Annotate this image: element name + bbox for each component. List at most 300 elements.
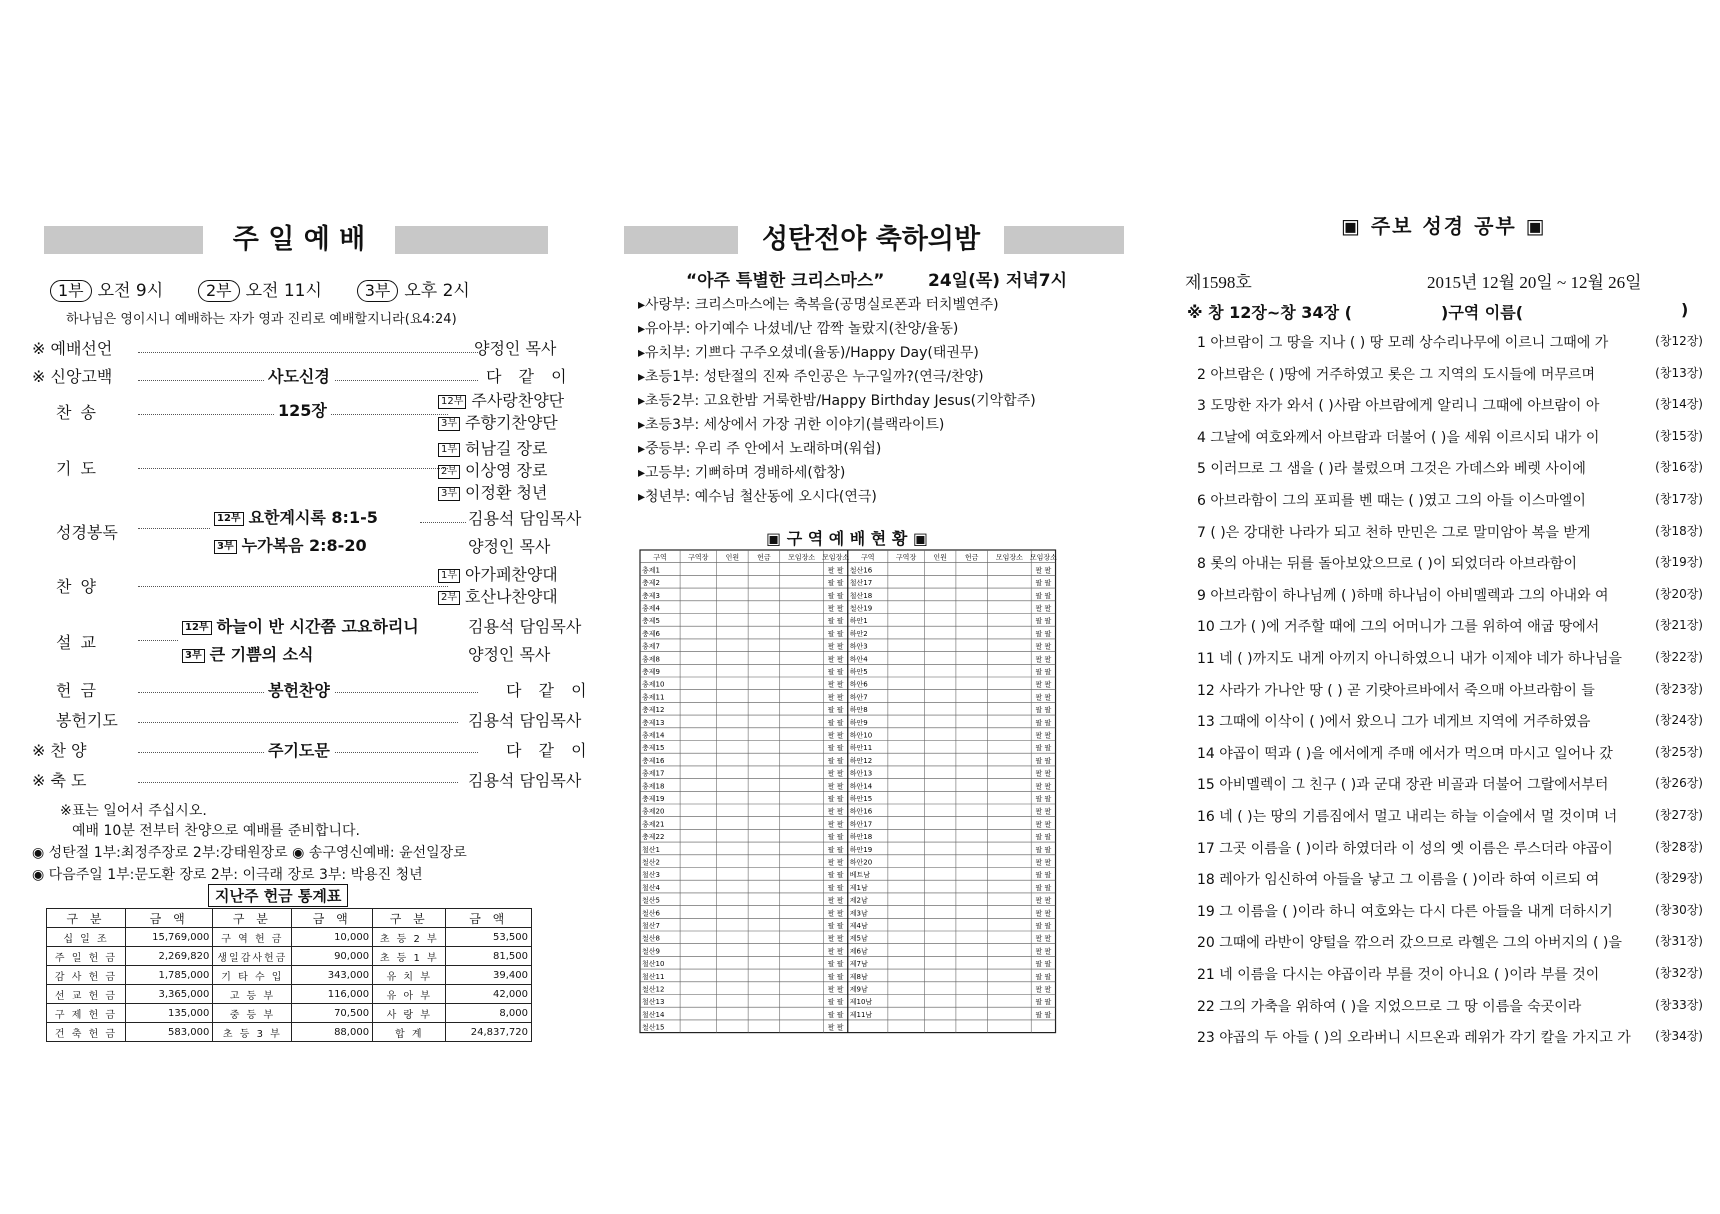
reading-1-text: 요한계시록 8:1-5 [248,508,378,527]
attendance-mark: 팔 팔 [827,718,844,727]
table-row [47,947,532,966]
question-text: 21 네 이름을 다시는 야곱이라 부를 것이 아니요 ( )이라 부를 것이 [1197,967,1600,983]
table-head-cell: 구 분 [47,909,126,928]
order-label-4: 기 도 [56,459,98,478]
header-cell: 모임장소 [788,553,816,562]
district-cell: 충제6 [642,629,660,638]
district-cell: 철산11 [642,972,665,981]
district-cell: 충제21 [642,820,665,829]
question-reference: (창13장) [1655,365,1703,380]
sermon-2-preacher: 양정인 목사 [468,645,551,664]
attendance-mark: 팔 팔 [1035,883,1052,892]
verse: 하나님은 영이시니 예배하는 자가 영과 진리로 예배할지니라(요4:24) [66,312,457,327]
table-cell: 구 제 헌 금 [47,1004,126,1023]
attendance-mark: 팔 팔 [1035,833,1052,842]
table-cell: 고 등 부 [213,985,292,1004]
service-3-time: 오후 2시 [404,281,470,301]
table-cell: 116,000 [292,985,373,1004]
leader-dots [138,468,448,469]
header-cell: 헌금 [757,553,771,562]
district-cell: 하안20 [849,858,873,867]
prayer-2 [438,458,547,481]
district-cell: 하안15 [849,795,873,803]
header-cell: 구역 [861,553,875,562]
table-cell: 90,000 [292,947,373,966]
choir-2 [438,584,558,607]
district-cell: 하안14 [849,782,873,791]
order-label-5: 성경봉독 [56,523,118,542]
district-cell: 충제16 [642,756,665,765]
question-reference: (창27장) [1655,808,1703,822]
table-cell: 선 교 헌 금 [47,985,126,1004]
attendance-mark: 팔 팔 [827,795,844,803]
attendance-mark: 팔 팔 [827,820,844,829]
district-cell: 하안19 [849,845,873,854]
sermon-2-text: 큰 기쁨의 소식 [209,645,314,664]
attendance-mark: 팔 팔 [1035,1010,1052,1019]
question-text: 15 아비멜렉이 그 친구 ( )과 군대 장관 비골과 더불어 그랄에서부터 [1197,777,1609,794]
prayer-3-text: 이정환 청년 [465,483,548,502]
district-cell: 하안2 [849,629,868,638]
leader-dots [138,722,458,723]
service-2-time: 오전 11시 [245,281,322,301]
question-reference: (창16장) [1655,460,1703,475]
attendance-mark: 팔 팔 [827,934,844,943]
part-tag: 3부 [214,540,237,554]
question-item [1197,427,1703,449]
table-row [47,966,532,985]
district-cell: 철산9 [642,947,660,956]
attendance-mark: 팔 팔 [827,731,844,740]
district-cell: 철산5 [642,896,660,905]
district-cell: 철산18 [849,591,873,600]
question-item [1197,806,1703,828]
attendance-mark: 팔 팔 [1035,896,1052,905]
district-cell: 제3남 [849,909,868,918]
program-9: ▸청년부: 예수님 철산동에 오시다(연극) [638,489,877,505]
prayer-1-text: 허남길 장로 [465,439,548,458]
question-item [1197,932,1703,954]
district-cell: 하안4 [849,655,868,664]
header-cell: 모임장소 [995,553,1023,562]
attendance-mark: 팔 팔 [827,629,844,638]
question-reference: (창25장) [1655,744,1703,759]
attendance-mark: 팔 팔 [1035,668,1052,676]
question-item [1197,743,1703,765]
service-times [50,276,470,302]
sermon-1-text: 하늘이 반 시간쯤 고요하리니 [216,617,419,636]
order-center-8: 봉헌찬양 [264,678,334,701]
program-2: ▸유아부: 아기예수 나셨네/난 깜짝 놀랐지(찬양/율동) [638,321,959,337]
district-cell: 철산17 [849,579,873,588]
table-cell: 15,769,000 [126,928,213,947]
question-reference: (창30장) [1655,902,1703,917]
attendance-mark: 팔 팔 [827,604,844,613]
table-cell: 343,000 [292,966,373,985]
attendance-mark: 팔 팔 [1035,579,1052,588]
table-cell: 1,785,000 [126,966,213,985]
table-cell: 사 랑 부 [373,1004,446,1023]
question-reference: (창12장) [1655,334,1703,348]
table-cell: 10,000 [292,928,373,947]
notice-next-week: ◉ 다음주일 1부:문도환 장로 2부: 이극래 장로 3부: 박용진 청년 [32,867,423,883]
order-label-2: ※ 신앙고백 [32,367,113,386]
attendance-mark: 팔 팔 [1035,591,1052,600]
district-cell: 충제11 [642,693,665,702]
attendance-mark: 팔 팔 [827,756,844,765]
part-tag: 1부 [438,443,460,457]
question-text: 12 사라가 가나안 땅 ( ) 곧 기럇아르바에서 죽으매 아브라함이 들 [1197,682,1595,699]
header-cell: 인원 [933,553,947,562]
question-item [1197,490,1703,512]
table-cell: 70,500 [292,1004,373,1023]
christmas-time: 24일(목) 저녁7시 [928,271,1068,291]
question-text: 23 야곱의 두 아들 ( )의 오라버니 시므온과 레위가 각기 칼을 가지고 가 [1197,1030,1631,1047]
question-item [1197,553,1703,575]
choir-2-text: 호산나찬양대 [465,587,558,606]
district-cell: 충제18 [642,782,665,791]
question-item [1197,711,1703,733]
district-cell: 충제20 [642,807,665,816]
attendance-mark: 팔 팔 [827,807,844,816]
attendance-mark: 팔 팔 [1035,756,1052,765]
table-row [47,985,532,1004]
question-reference: (창18장) [1655,523,1703,538]
district-cell: 충제13 [642,718,665,727]
table-cell: 2,269,820 [126,947,213,966]
question-item [1197,522,1703,544]
program-4: ▸초등1부: 성탄절의 진짜 주인공은 누구일까?(연극/찬양) [638,369,984,385]
choir-1-text: 아가페찬양대 [465,565,558,584]
question-text: 7 ( )은 강대한 나라가 되고 천하 만민은 그로 말미암아 복을 받게 [1197,524,1591,541]
order-label-7: 설 교 [56,633,98,652]
notice-christmas: ◉ 성탄절 1부:최정주장로 2부:강태원장로 ◉ 송구영신예배: 윤선일장로 [32,845,467,861]
attendance-mark: 팔 팔 [1035,972,1052,981]
program-8: ▸고등부: 기뻐하며 경배하세(합창) [638,465,846,481]
leader-dots [138,352,478,353]
attendance-mark: 팔 팔 [1035,871,1052,880]
sermon-2 [182,642,314,665]
district-cell: 충제1 [642,566,660,575]
close-paren: ) [1681,300,1689,319]
district-cell: 제5남 [849,934,868,943]
district-cell: 하안7 [849,693,868,702]
study-range: ※ 창 12장~창 34장 ( [1187,303,1352,322]
reading-2 [214,533,367,556]
question-reference: (창34장) [1655,1029,1703,1044]
attendance-mark: 팔 팔 [827,655,844,664]
question-item [1197,996,1703,1018]
attendance-mark: 팔 팔 [827,1023,844,1032]
question-text: 1 아브람이 그 땅을 지나 ( ) 땅 모레 상수리나무에 이르니 그때에 가 [1197,335,1609,351]
district-cell: 철산15 [642,1023,665,1032]
attendance-title: ▣ 구 역 예 배 현 황 ▣ [766,529,928,548]
program-3: ▸유치부: 기쁘다 구주오셨네(율동)/Happy Day(태권무) [638,345,979,361]
question-reference: (창21장) [1655,618,1703,633]
attendance-mark: 팔 팔 [827,845,844,854]
district-cell: 충제9 [642,668,660,676]
order-right-8: 다 같 이 [506,681,593,700]
attendance-mark: 팔 팔 [827,960,844,969]
choir-1 [438,562,558,585]
prayer-3 [438,480,547,503]
hymn-team-1 [438,388,564,411]
district-cell: 하안8 [849,706,868,715]
bible-study-title: ▣ 주보 성경 공부 ▣ [1341,214,1547,238]
leader-dots [138,640,178,641]
question-text: 22 그의 가축을 위하여 ( )을 지었으므로 그 땅 이름을 숙곳이라 [1197,998,1582,1015]
header-cell: 모임장소 [822,553,850,562]
table-cell: 42,000 [446,985,532,1004]
question-reference: (창15장) [1655,428,1703,443]
table-cell: 구 역 헌 금 [213,928,292,947]
reading-1-reader: 김용석 담임목사 [468,509,582,528]
question-item [1197,901,1703,923]
district-cell: 철산10 [642,960,665,969]
christmas-title: 성탄전야 축하의밤 [738,220,1004,260]
district-cell: 철산6 [642,909,660,918]
attendance-mark: 팔 팔 [827,693,844,702]
table-cell: 유 아 부 [373,985,446,1004]
worship-title: 주 일 예 배 [203,220,395,260]
district-cell: 하안5 [849,668,868,676]
part-tag: 2부 [438,591,460,605]
table-cell: 583,000 [126,1023,213,1042]
order-right-11: 김용석 담임목사 [468,771,582,790]
district-cell: 충제12 [642,706,665,715]
part-tag: 3부 [438,417,460,431]
part-tag: 2부 [438,465,460,479]
question-reference: (창32장) [1655,966,1703,980]
table-head-cell: 금 액 [292,909,373,928]
attendance-mark: 팔 팔 [1035,769,1052,778]
district-cell: 하안10 [849,731,873,740]
table-cell: 초 등 3 부 [213,1023,292,1042]
part-tag: 1부 [438,569,460,583]
district-cell: 충제17 [642,769,665,778]
attendance-mark: 팔 팔 [827,909,844,918]
district-cell: 충제5 [642,617,660,626]
question-item [1197,869,1703,891]
question-text: 5 이러므로 그 샘을 ( )라 불렀으며 그것은 가데스와 베렛 사이에 [1197,461,1586,478]
service-2-badge: 2부 [198,280,240,302]
attendance-mark: 팔 팔 [1035,922,1052,930]
district-cell: 철산7 [642,922,660,930]
attendance-mark: 팔 팔 [1035,706,1052,715]
program-1: ▸사랑부: 크리스마스에는 축복을(공명실로폰과 터치벨연주) [638,297,999,313]
district-cell: 하안9 [849,718,868,727]
part-tag: 12부 [214,512,244,526]
program-5: ▸초등2부: 고요한밤 거룩한밤/Happy Birthday Jesus(기악합주) [638,393,1036,409]
district-cell: 충제14 [642,731,665,740]
attendance-mark: 팔 팔 [827,617,844,626]
attendance-mark: 팔 팔 [1035,566,1052,575]
attendance-mark: 팔 팔 [1035,617,1052,626]
attendance-mark: 팔 팔 [827,782,844,791]
attendance-mark: 팔 팔 [1035,731,1052,740]
district-cell: 하안11 [849,744,873,753]
order-right-10: 다 같 이 [506,741,593,760]
order-label-6: 찬 양 [56,577,98,596]
question-item [1197,364,1703,386]
question-text: 6 아브라함이 그의 포피를 벤 때는 ( )였고 그의 아들 이스마엘이 [1197,493,1586,509]
table-cell: 생일감사헌금 [213,947,292,966]
table-row [47,1023,532,1042]
attendance-mark: 팔 팔 [1035,795,1052,803]
leader-dots [138,528,210,529]
order-right-9: 김용석 담임목사 [468,711,582,730]
district-cell: 하안18 [849,833,873,842]
attendance-mark: 팔 팔 [827,871,844,880]
part-tag: 12부 [182,621,212,635]
christmas-subtitle: “아주 특별한 크리스마스” [686,271,885,291]
table-head-cell: 금 액 [446,909,532,928]
hymn-team-2-text: 주향기찬양단 [465,413,558,432]
sermon-1-preacher: 김용석 담임목사 [468,617,582,636]
question-text: 3 도망한 자가 와서 ( )사람 아브람에게 알리니 그때에 아브람이 아 [1197,398,1600,415]
order-right-1: 양정인 목사 [474,339,557,358]
table-row [47,928,532,947]
attendance-mark: 팔 팔 [1035,998,1052,1007]
issue-date: 2015년 12월 20일 ~ 12월 26일 [1427,273,1642,292]
table-row [47,1004,532,1023]
question-text: 9 아브라함이 하나님께 ( )하매 하나님이 아비멜렉과 그의 아내와 여 [1197,587,1609,604]
order-label-10: ※ 찬 양 [32,741,87,760]
leader-dots [420,522,466,523]
attendance-mark: 팔 팔 [1035,845,1052,854]
question-text: 10 그가 ( )에 거주할 때에 그의 어머니가 그를 위하여 애굽 땅에서 [1197,619,1600,636]
order-label-1: ※ 예배선언 [32,339,113,358]
district-cell: 하안12 [849,756,873,765]
question-text: 17 그곳 이름을 ( )이라 하였더라 이 성의 옛 이름은 루스더라 야곱이 [1197,840,1613,857]
district-cell: 철산4 [642,883,660,892]
sermon-1 [182,614,419,637]
question-reference: (창33장) [1655,997,1703,1012]
table-cell: 합 계 [373,1023,446,1042]
district-cell: 철산13 [642,998,665,1007]
attendance-mark: 팔 팔 [827,769,844,778]
header-cell: 헌금 [964,553,979,562]
district-cell: 충제7 [642,642,660,651]
attendance-mark: 팔 팔 [827,642,844,651]
attendance-mark: 팔 팔 [827,566,844,575]
attendance-mark: 팔 팔 [827,985,844,994]
attendance-mark: 팔 팔 [827,922,844,930]
district-cell: 철산16 [849,566,873,575]
attendance-mark: 팔 팔 [1035,909,1052,918]
order-center-3: 125장 [274,398,331,421]
table-cell: 주 일 헌 금 [47,947,126,966]
table-cell: 건 축 헌 금 [47,1023,126,1042]
question-item [1197,585,1703,607]
table-cell: 88,000 [292,1023,373,1042]
part-tag: 3부 [438,487,460,501]
attendance-table [638,548,1084,1034]
attendance-mark: 팔 팔 [1035,693,1052,702]
program-7: ▸중등부: 우리 주 안에서 노래하며(워쉽) [638,441,882,457]
question-reference: (창14장) [1655,397,1703,412]
attendance-mark: 팔 팔 [827,1010,844,1019]
reading-2-text: 누가복음 2:8-20 [241,536,367,555]
table-cell: 유 치 부 [373,966,446,985]
question-reference: (창31장) [1655,934,1703,949]
prayer-1 [438,436,547,459]
district-cell: 철산3 [642,871,660,880]
question-text: 20 그때에 라반이 양털을 깎으러 갔으므로 라헬은 그의 아버지의 ( )을 [1197,935,1622,952]
order-label-8: 헌 금 [56,681,98,700]
district-cell: 충제4 [642,604,660,613]
district-cell: 충제3 [642,591,660,600]
attendance-mark: 팔 팔 [1035,655,1052,664]
attendance-mark: 팔 팔 [827,833,844,842]
question-item [1197,616,1703,638]
part-tag: 12부 [438,395,466,409]
table-cell: 십 일 조 [47,928,126,947]
district-cell: 충제2 [642,579,660,588]
attendance-mark: 팔 팔 [827,668,844,676]
header-cell: 구역장 [895,553,917,562]
district-cell: 제4남 [849,922,868,930]
attendance-mark: 팔 팔 [1035,744,1052,753]
attendance-mark: 팔 팔 [827,858,844,867]
header-cell: 인원 [725,553,740,562]
question-text: 4 그날에 여호와께서 아브람과 더불어 ( )을 세워 이르시되 내가 이 [1197,429,1600,446]
table-cell: 53,500 [446,928,532,947]
district-cell: 하안13 [849,769,873,778]
district-cell: 제9남 [849,985,868,994]
table-cell: 8,000 [446,1004,532,1023]
attendance-mark: 팔 팔 [827,896,844,905]
district-cell: 제8남 [849,972,868,981]
table-cell: 기 타 수 입 [213,966,292,985]
service-1-time: 오전 9시 [97,281,164,301]
table-cell: 초 등 1 부 [373,947,446,966]
question-text: 14 야곱이 떡과 ( )을 에서에게 주매 에서가 먹으며 마시고 일어나 갔 [1197,745,1613,762]
district-cell: 제10남 [849,998,873,1007]
question-item [1197,680,1703,702]
table-head-cell: 금 액 [126,909,213,928]
attendance-mark: 팔 팔 [1035,985,1052,994]
district-cell: 하안17 [849,820,873,829]
program-6: ▸초등3부: 세상에서 가장 귀한 이야기(블랙라이트) [638,417,945,433]
attendance-mark: 팔 팔 [827,972,844,981]
table-cell: 중 등 부 [213,1004,292,1023]
district-cell: 제1남 [849,883,868,892]
order-center-2: 사도신경 [264,364,334,387]
table-cell: 39,400 [446,966,532,985]
district-cell: 철산12 [642,985,665,994]
attendance-mark: 팔 팔 [1035,642,1052,651]
attendance-mark: 팔 팔 [1035,604,1052,613]
question-text: 18 레아가 임신하여 아들을 낳고 그 이름을 ( )이라 하여 이르되 여 [1197,872,1600,889]
district-cell: 철산1 [642,845,660,854]
question-item [1197,648,1703,670]
question-text: 2 아브람은 ( )땅에 거주하였고 롯은 그 지역의 도시들에 머무르며 [1197,366,1595,383]
issue-number: 제1598호 [1185,273,1252,292]
question-item [1197,964,1703,986]
attendance-mark: 팔 팔 [1035,934,1052,943]
question-reference: (창17장) [1655,492,1703,506]
order-label-3: 찬 송 [56,403,98,422]
prayer-2-text: 이상영 장로 [465,461,548,480]
district-cell: 철산2 [642,858,660,867]
attendance-mark: 팔 팔 [1035,807,1052,816]
question-reference: (창26장) [1655,776,1703,791]
header-cell: 구역장 [688,553,709,562]
attendance-mark: 팔 팔 [827,591,844,600]
hymn-team-1-text: 주사랑찬양단 [471,391,565,410]
table-header-row [47,909,532,928]
